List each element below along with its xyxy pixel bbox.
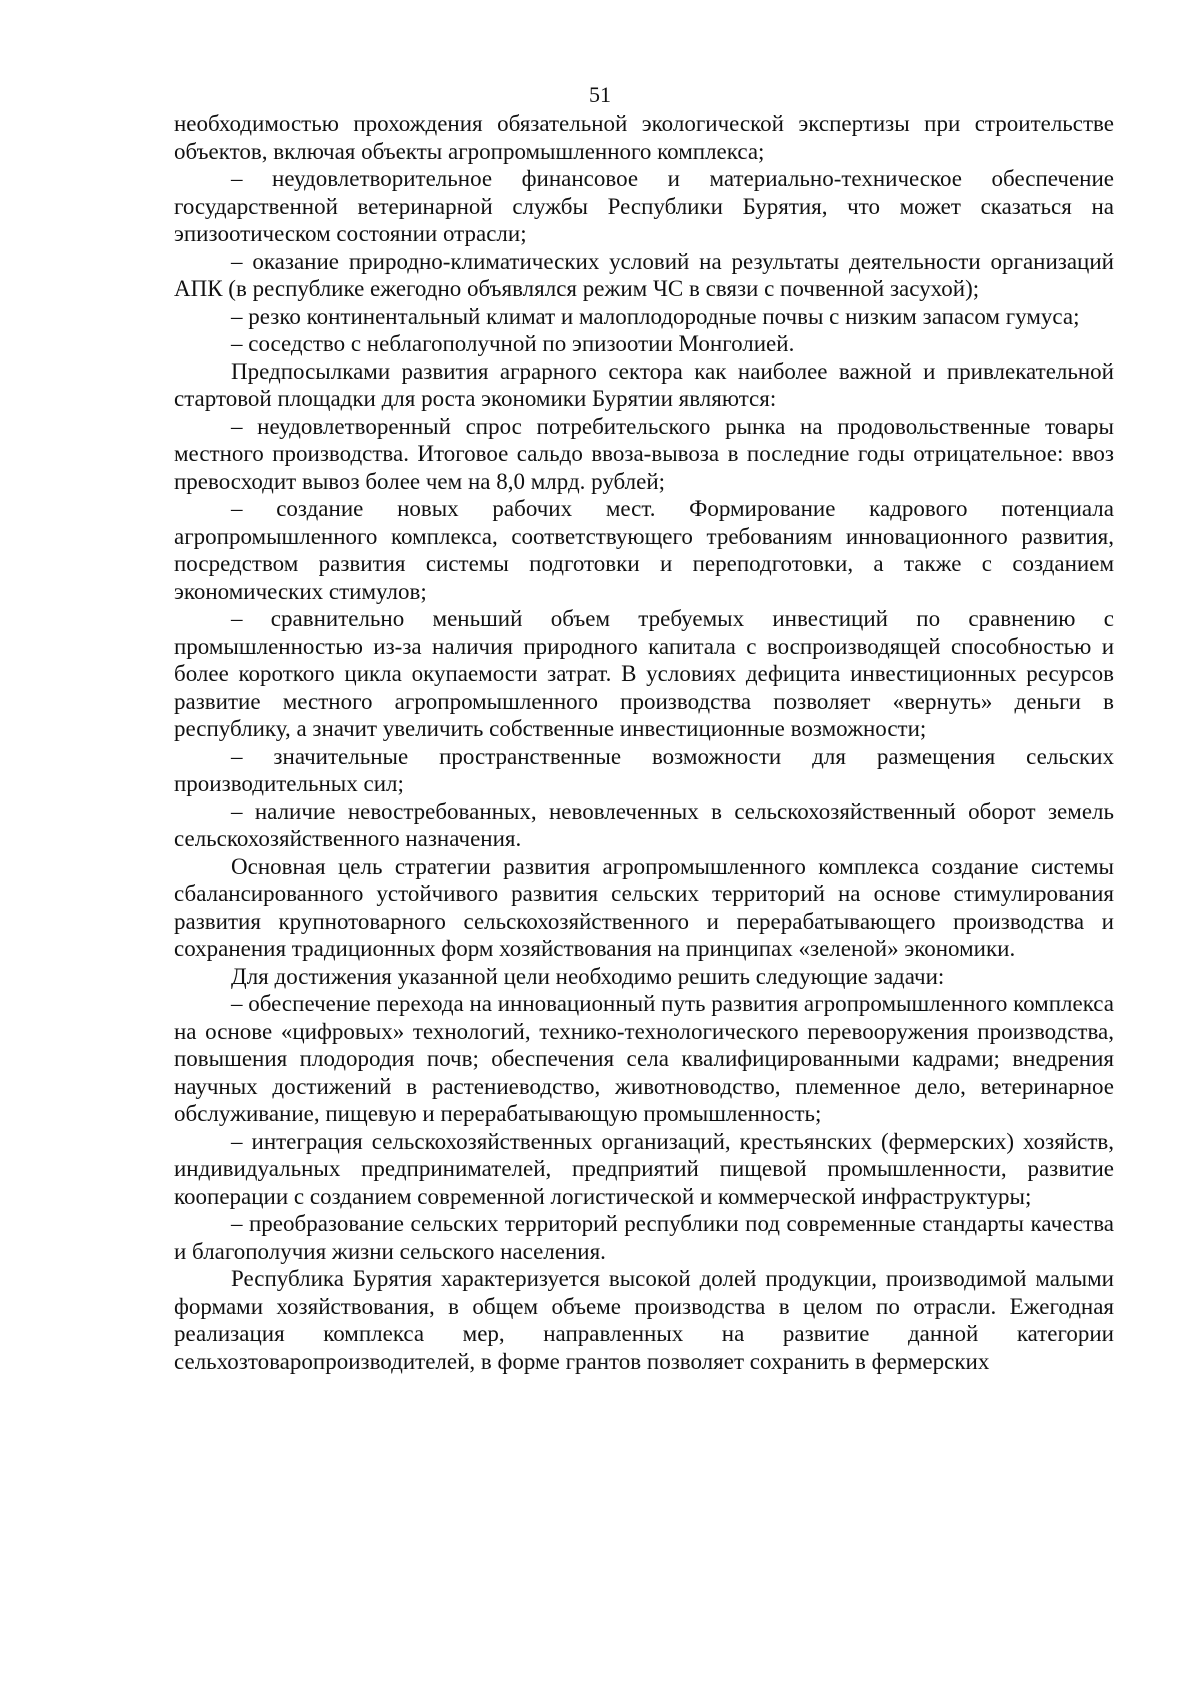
- paragraph-tasks-intro: Для достижения указанной цели необходимо решить следующие задачи:: [231, 963, 945, 989]
- list-item-investment: – сравнительно меньший объем требуемых инвестиций по сравнению с промышленностью из-за наличия природного капитала с воспроизводящей способностью и более короткого цикла окупаемости затрат. В условиях дефицита инвестиционных ресурсов развитие местного агропромышленного производства позволяет «вернуть» деньги в республику, а значит увеличить собственные инвестиционные возможности;: [174, 606, 1114, 741]
- list-item-unused-land: – наличие невостребованных, невовлеченных в сельскохозяйственный оборот земель сельскохозяйственного назначения.: [174, 798, 1114, 851]
- list-item-spatial-opportunities: – значительные пространственные возможности для размещения сельских производительных сил;: [174, 743, 1114, 796]
- list-item-mongolia: – соседство с неблагополучной по эпизоотии Монголией.: [231, 331, 795, 356]
- list-item-continental-climate: – резко континентальный климат и малоплодородные почвы с низким запасом гумуса;: [231, 303, 1080, 329]
- document-body: [174, 110, 1114, 1375]
- list-item-climate-conditions: – оказание природно-климатических условий на результаты деятельности организаций АПК (в республике ежегодно объявлялся режим ЧС в связи с почвенной засухой);: [174, 248, 1114, 301]
- list-item-new-jobs: – создание новых рабочих мест. Формирование кадрового потенциала агропромышленного комплекса, соответствующего требованиям инновационного развития, посредством развития системы подготовки и переподготовки, а также с созданием экономических стимулов;: [174, 496, 1114, 604]
- list-item-unmet-demand: – неудовлетворенный спрос потребительского рынка на продовольственные товары местного производства. Итоговое сальдо ввоза-вывоза в последние годы отрицательное: ввоз превосходит вывоз более чем на 8,0 млрд. рублей;: [174, 413, 1114, 494]
- page-number: 51: [589, 82, 611, 107]
- paragraph-main-goal: Основная цель стратегии развития агропромышленного комплекса создание системы сбалансированного устойчивого развития сельских территорий на основе стимулирования развития крупнотоварного сельскохозяйственного и перерабатывающего производства и сохранения традиционных форм хозяйствования на принципах «зеленой» экономики.: [174, 853, 1114, 961]
- list-item-integration: – интеграция сельскохозяйственных организаций, крестьянских (фермерских) хозяйств, индивидуальных предпринимателей, предприятий пищевой промышленности, развитие кооперации с созданием современной логистической и коммерческой инфраструктуры;: [174, 1128, 1114, 1209]
- paragraph-prerequisites: Предпосылками развития аграрного сектора как наиболее важной и привлекательной стартовой площадки для роста экономики Бурятии являются:: [174, 358, 1114, 411]
- paragraph-continuation: необходимостью прохождения обязательной экологической экспертизы при строительстве объектов, включая объекты агропромышленного комплекса;: [174, 111, 1114, 164]
- list-item-veterinary-service: – неудовлетворительное финансовое и материально-техническое обеспечение государственной ветеринарной службы Республики Бурятия, что может сказаться на эпизоотическом состоянии отрасли;: [174, 166, 1114, 246]
- list-item-innovation: – обеспечение перехода на инновационный путь развития агропромышленного комплекса на основе «цифровых» технологий, технико-технологического перевооружения производства, повышения плодородия почв; обеспечения села квалифицированными кадрами; внедрения научных достижений в растениеводство, животноводство, племенное дело, ветеринарное обслуживание, пищевую и перерабатывающую промышленность;: [174, 991, 1114, 1126]
- paragraph-small-farms: Республика Бурятия характеризуется высокой долей продукции, производимой малыми формами хозяйствования, в общем объеме производства в целом по отрасли. Ежегодная реализация комплекса мер, направленных на развитие данной категории сельхозтоваропроизводителей, в форме грантов позволяет сохранить в фермерских: [174, 1266, 1114, 1374]
- list-item-rural-transformation: – преобразование сельских территорий республики под современные стандарты качества и благополучия жизни сельского населения.: [174, 1211, 1114, 1264]
